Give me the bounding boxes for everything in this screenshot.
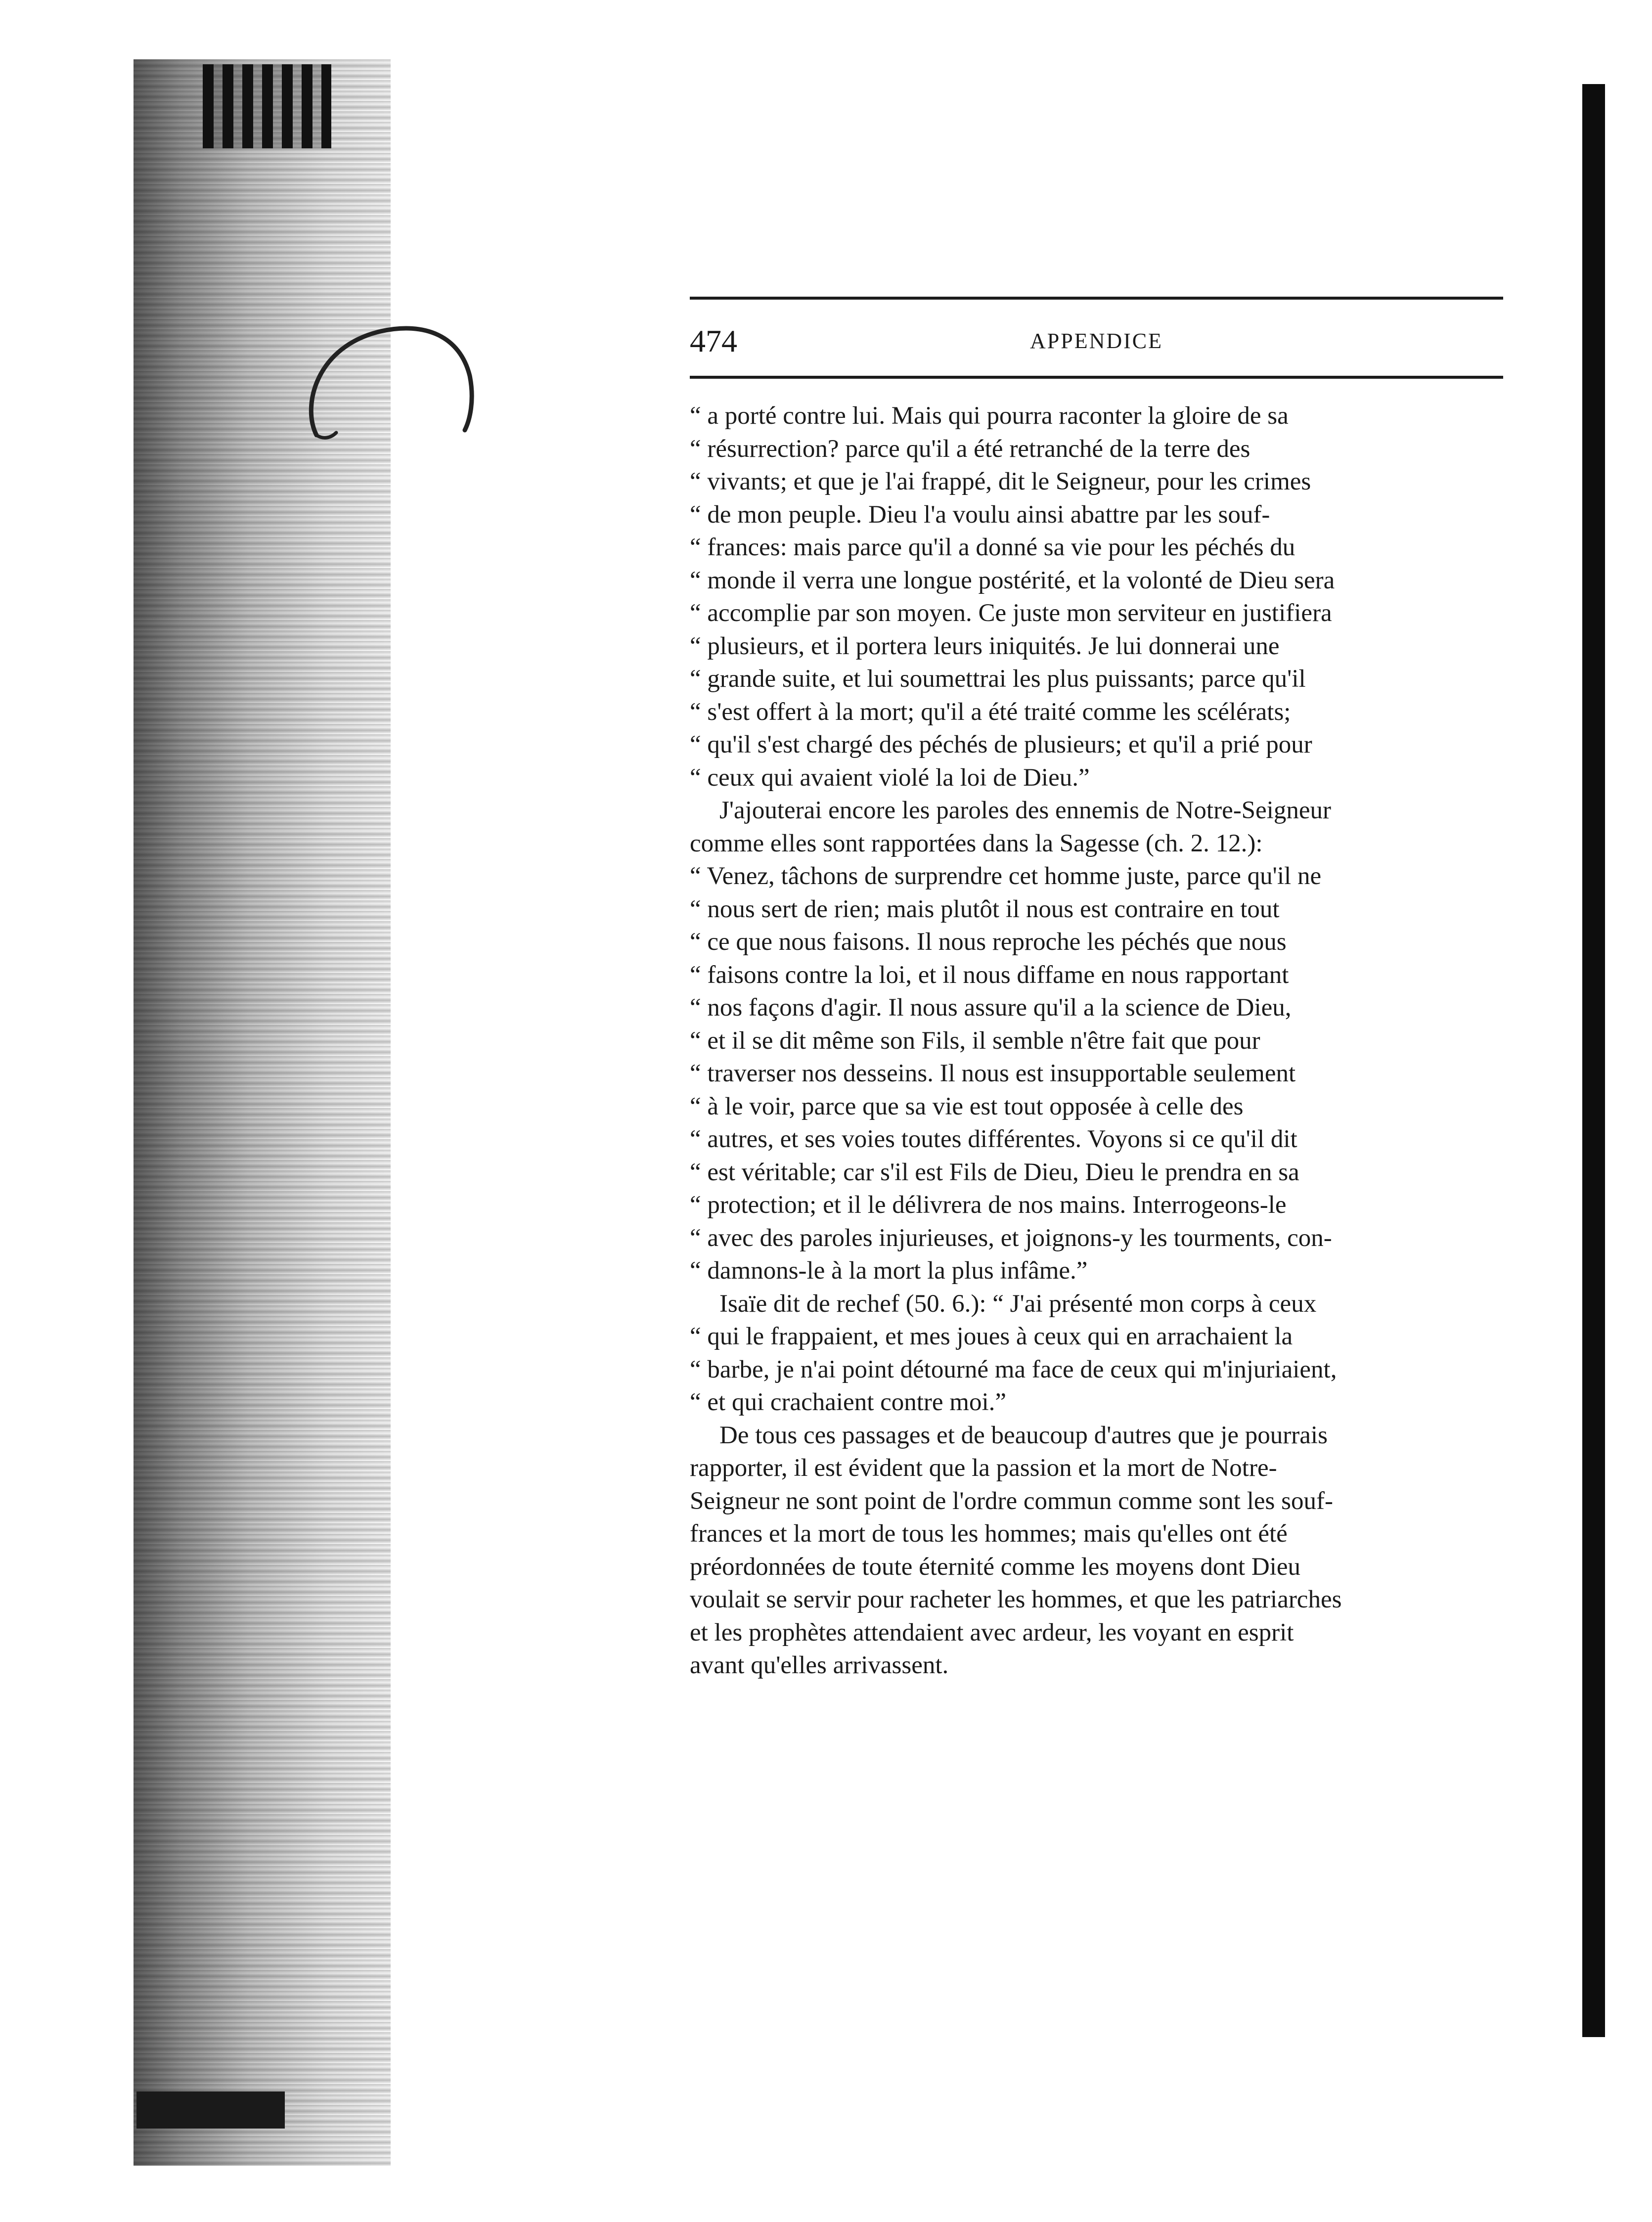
pencil-arc-mark: [297, 316, 485, 460]
text-line: “ grande suite, et lui soumettrai les plus puissants; parce qu'il: [690, 665, 1306, 693]
text-line: “ s'est offert à la mort; qu'il a été traité comme les scélérats;: [690, 698, 1291, 726]
text-line: “ protection; et il le délivrera de nos mains. Interrogeons-le: [690, 1191, 1287, 1219]
text-line: “ traverser nos desseins. Il nous est insupportable seulement: [690, 1060, 1296, 1087]
text-line: “ a porté contre lui. Mais qui pourra raconter la gloire de sa: [690, 402, 1289, 430]
text-line: “ frances: mais parce qu'il a donné sa vie pour les péchés du: [690, 533, 1295, 561]
page-header: [690, 316, 1503, 366]
text-line: “ nous sert de rien; mais plutôt il nous est contraire en tout: [690, 895, 1280, 923]
text-line: Seigneur ne sont point de l'ordre commun comme sont les souf-: [690, 1487, 1333, 1515]
text-line: “ de mon peuple. Dieu l'a voulu ainsi abattre par les souf-: [690, 500, 1270, 529]
binding-shadow-right: [1582, 84, 1605, 2037]
text-line: De tous ces passages et de beaucoup d'autres que je pourrais: [719, 1421, 1328, 1449]
text-line: “ est véritable; car s'il est Fils de Dieu, Dieu le prendra en sa: [690, 1158, 1299, 1186]
running-head: APPENDICE: [1029, 329, 1163, 353]
text-line: voulait se servir pour racheter les hommes, et que les patriarches: [690, 1586, 1342, 1613]
text-line: “ ceux qui avaient violé la loi de Dieu.”: [690, 763, 1090, 792]
text-line: “ et qui crachaient contre moi.”: [690, 1388, 1007, 1416]
header-rule-bottom: [690, 376, 1503, 379]
text-line: “ ce que nous faisons. Il nous reproche les péchés que nous: [690, 928, 1287, 956]
text-line: “ Venez, tâchons de surprendre cet homme juste, parce qu'il ne: [690, 862, 1322, 890]
body-text: [690, 400, 1503, 1682]
text-line: “ à le voir, parce que sa vie est tout opposée à celle des: [690, 1092, 1244, 1120]
text-line: comme elles sont rapportées dans la Sagesse (ch. 2. 12.):: [690, 829, 1263, 857]
text-line: rapporter, il est évident que la passion et la mort de Notre-: [690, 1454, 1277, 1482]
text-line: “ qu'il s'est chargé des péchés de plusieurs; et qu'il a prié pour: [690, 731, 1312, 758]
text-line: J'ajouterai encore les paroles des ennemis de Notre-Seigneur: [719, 797, 1331, 824]
text-line: frances et la mort de tous les hommes; mais qu'elles ont été: [690, 1520, 1288, 1548]
text-line: “ et il se dit même son Fils, il semble n'être fait que pour: [690, 1026, 1260, 1055]
text-line: “ plusieurs, et il portera leurs iniquités. Je lui donnerai une: [690, 632, 1280, 660]
text-line: Isaïe dit de rechef (50. 6.): “ J'ai présenté mon corps à ceux: [719, 1289, 1317, 1318]
text-line: “ avec des paroles injurieuses, et joignons-y les tourments, con-: [690, 1224, 1332, 1252]
text-line: et les prophètes attendaient avec ardeur, les voyant en esprit: [690, 1618, 1294, 1646]
text-line: “ barbe, je n'ai point détourné ma face de ceux qui m'injuriaient,: [690, 1355, 1337, 1383]
text-line: “ monde il verra une longue postérité, et la volonté de Dieu sera: [690, 566, 1335, 594]
text-line: avant qu'elles arrivassent.: [690, 1651, 949, 1679]
text-line: “ autres, et ses voies toutes différentes. Voyons si ce qu'il dit: [690, 1125, 1297, 1153]
scan-shadow-bottom-left: [136, 2091, 285, 2129]
text-line: “ vivants; et que je l'ai frappé, dit le Seigneur, pour les crimes: [690, 468, 1311, 495]
page-number: 474: [690, 323, 737, 358]
header-rule-top: [690, 297, 1503, 300]
text-line: “ damnons-le à la mort la plus infâme.”: [690, 1257, 1088, 1285]
text-line: “ faisons contre la loi, et il nous diffame en nous rapportant: [690, 961, 1289, 989]
text-line: “ accomplie par son moyen. Ce juste mon serviteur en justifiera: [690, 599, 1332, 627]
scan-shadow-top-left: [203, 64, 331, 148]
text-line: préordonnées de toute éternité comme les moyens dont Dieu: [690, 1553, 1300, 1581]
text-line: “ qui le frappaient, et mes joues à ceux qui en arrachaient la: [690, 1323, 1293, 1350]
text-line: “ nos façons d'agir. Il nous assure qu'il a la science de Dieu,: [690, 994, 1292, 1022]
text-line: “ résurrection? parce qu'il a été retranché de la terre des: [690, 435, 1250, 463]
